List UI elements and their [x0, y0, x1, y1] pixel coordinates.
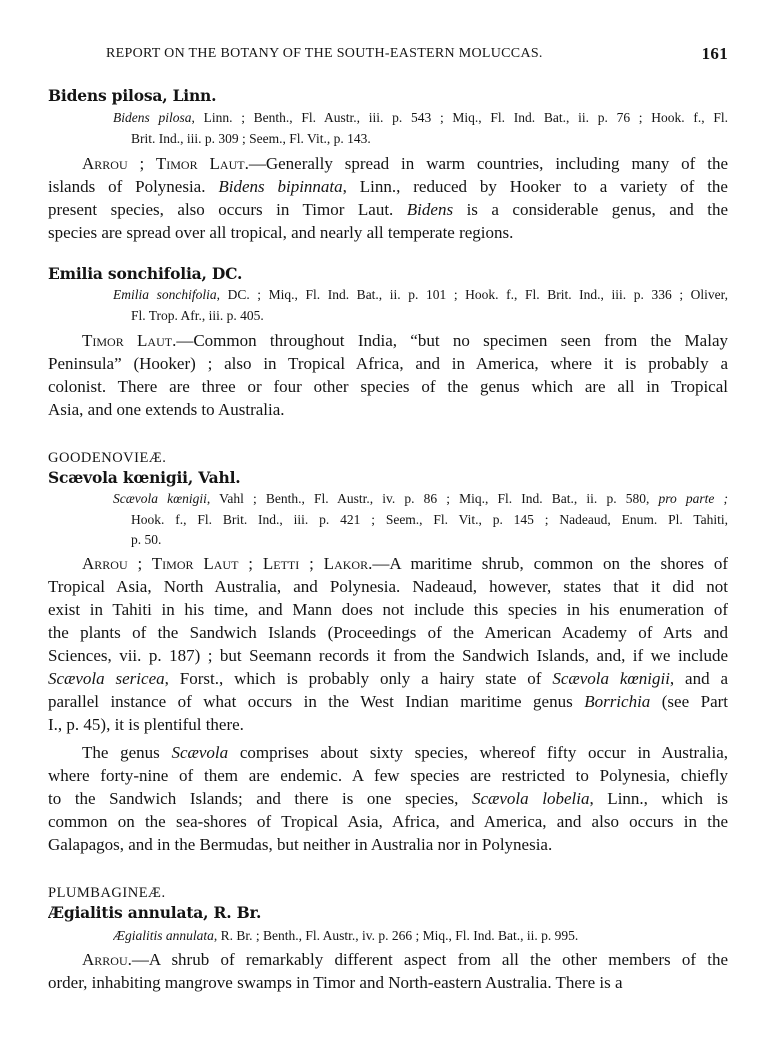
text-run: , DC. ; Miq., Fl. Ind. Bat., ii. p. 101 ; Hook. f., Fl. Brit. Ind., iii. p. 336 ; Oliver, — [216, 287, 728, 302]
text-line — [48, 86, 728, 106]
text-line — [48, 264, 728, 284]
text-run: , Linn., reduced by Hooker to a variety of the — [342, 177, 728, 196]
text-run: Hook. f., Fl. Brit. Ind., iii. p. 421 ; Seem., Fl. Vit., p. 145 ; Nadeaud, Enum. Pl. Tahiti, — [131, 511, 728, 527]
text-run: Peninsula” (Hooker) ; also in Tropical Africa, and in America, where it is probably a — [48, 354, 728, 373]
text-line — [113, 510, 728, 531]
text-line — [48, 833, 728, 856]
locality-text: Arrou ; Timor Laut ; Letti ; Lakor. — [82, 554, 373, 573]
text-run: , Vahl ; Benth., Fl. Austr., iv. p. 86 ; Miq., Fl. Ind. Bat., ii. p. 580, — [206, 491, 659, 506]
text-run: GOODENOVIEÆ. — [48, 450, 167, 466]
text-line — [113, 306, 728, 327]
text-line — [48, 468, 728, 488]
text-run: colonist. There are three or four other species of the genus which are all in Tropical — [48, 377, 728, 396]
running-header — [82, 44, 728, 64]
citation — [113, 285, 728, 326]
text-line — [48, 598, 728, 621]
text-run: species are spread over all tropical, and nearly all temperate regions. — [48, 223, 514, 242]
text-line — [48, 764, 728, 787]
text-line — [48, 329, 728, 352]
locality-text: Arrou ; Timor Laut. — [82, 154, 249, 173]
text-run: order, inhabiting mangrove swamps in Timor and North-eastern Australia. There is a — [48, 973, 623, 992]
paragraph — [48, 152, 728, 244]
text-run: —A maritime shrub, common on the shores of — [372, 554, 728, 573]
text-run: , R. Br. ; Benth., Fl. Austr., iv. p. 266 ; Miq., Fl. Ind. Bat., ii. p. 995. — [213, 928, 579, 943]
italic-text: Bidens — [406, 200, 454, 219]
text-run: PLUMBAGINEÆ. — [48, 885, 166, 901]
italic-text: Borrichia — [584, 692, 651, 711]
text-line — [113, 285, 728, 306]
family-heading — [48, 883, 768, 903]
citation — [113, 926, 728, 947]
text-run: the plants of the Sandwich Islands (Proceedings of the American Academy of Arts and — [48, 623, 728, 642]
text-run: is a considerable genus, and the — [453, 200, 728, 219]
text-line — [48, 375, 728, 398]
species-heading — [48, 86, 728, 106]
text-line — [113, 926, 728, 947]
text-line — [48, 903, 728, 923]
species-heading — [48, 264, 728, 284]
text-run: (see Part — [650, 692, 728, 711]
text-line — [48, 352, 728, 375]
text-run: Asia, and one extends to Australia. — [48, 400, 285, 419]
text-run: , Linn. ; Benth., Fl. Austr., iii. p. 543 ; Miq., Fl. Ind. Bat., ii. p. 76 ; Hook. f., Fl. — [191, 110, 728, 125]
family-heading — [48, 448, 768, 468]
text-line — [113, 530, 728, 551]
text-line — [48, 552, 728, 575]
text-run: comprises about sixty species, whereof fifty occur in Australia, — [228, 743, 728, 762]
paragraph — [48, 741, 728, 856]
text-run: islands of Polynesia. — [48, 177, 219, 196]
text-run: Bidens pilosa, Linn. — [48, 86, 217, 105]
text-line — [48, 398, 728, 421]
text-run: exist in Tahiti in his time, and Mann does not include this species in his enumeration of — [48, 600, 728, 619]
text-line — [48, 667, 728, 690]
italic-text: Scævola sericea — [48, 669, 165, 688]
italic-text: Scævola — [171, 743, 229, 762]
text-run: Fl. Trop. Afr., iii. p. 405. — [131, 307, 264, 323]
text-run: —Generally spread in warm countries, including many of the — [248, 154, 728, 173]
italic-text: Scævola kœnigii — [113, 491, 207, 506]
text-run: —A shrub of remarkably different aspect from all the other members of the — [131, 950, 728, 969]
text-run: The genus — [82, 743, 172, 762]
text-run: —Common throughout India, “but no specimen seen from the Malay — [176, 331, 728, 350]
italic-text: Emilia sonchifolia — [113, 287, 217, 302]
text-run: parallel instance of what occurs in the West Indian maritime genus — [48, 692, 585, 711]
italic-text: Ægialitis annulata — [113, 928, 214, 943]
italic-text: pro parte ; — [658, 491, 728, 506]
text-line — [48, 644, 728, 667]
text-run: p. 50. — [131, 532, 162, 547]
text-run: Brit. Ind., iii. p. 309 ; Seem., Fl. Vit., p. 143. — [131, 130, 371, 146]
text-line — [48, 883, 768, 903]
locality-text: Arrou. — [82, 950, 132, 969]
text-line — [48, 621, 728, 644]
text-line — [48, 713, 728, 736]
paragraph — [48, 948, 728, 994]
italic-text: Bidens bipinnata — [218, 177, 343, 196]
text-line — [113, 489, 728, 510]
text-run: Galapagos, and in the Bermudas, but neither in Australia nor in Polynesia. — [48, 835, 553, 854]
text-line — [48, 575, 728, 598]
text-run: I., p. 45), it is plentiful there. — [48, 715, 244, 734]
locality-text: Timor Laut. — [82, 331, 177, 350]
citation — [113, 489, 728, 551]
text-line — [48, 448, 768, 468]
citation — [113, 108, 728, 149]
text-run: Sciences, vii. p. 187) ; but Seemann records it from the Sandwich Islands, and, if we include — [48, 646, 728, 665]
text-line — [48, 152, 728, 175]
text-line — [48, 810, 728, 833]
text-run: , Forst., which is probably only a hairy state of — [164, 669, 553, 688]
text-line — [48, 175, 728, 198]
text-line — [48, 221, 728, 244]
text-run: common on the sea-shores of Tropical Asia, Africa, and America, and also occurs in the — [48, 812, 728, 831]
text-run: present species, also occurs in Timor Laut. — [48, 200, 407, 219]
text-run: Emilia sonchifolia, DC. — [48, 264, 243, 283]
page-number: 161 — [701, 44, 728, 63]
text-line — [48, 741, 728, 764]
text-run: Ægialitis annulata, R. Br. — [48, 903, 262, 922]
text-run: Tropical Asia, North Australia, and Polynesia. Nadeaud, however, states that it did not — [48, 577, 728, 596]
text-run: , and a — [669, 669, 728, 688]
text-run: Scævola kœnigii, Vahl. — [48, 468, 241, 487]
text-line — [48, 787, 728, 810]
text-line — [48, 971, 728, 994]
paragraph — [48, 329, 728, 421]
species-heading — [48, 903, 728, 923]
species-heading — [48, 468, 728, 488]
italic-text: Bidens pilosa — [113, 110, 192, 125]
text-run: where forty-nine of them are endemic. A few species are restricted to Polynesia, chiefly — [48, 766, 728, 785]
italic-text: Scævola kœnigii — [552, 669, 670, 688]
text-line — [48, 198, 728, 221]
text-line — [113, 108, 728, 129]
text-run: , Linn., which is — [589, 789, 728, 808]
text-run: to the Sandwich Islands; and there is one species, — [48, 789, 472, 808]
text-line — [113, 129, 728, 150]
text-line — [48, 690, 728, 713]
italic-text: Scævola lobelia — [472, 789, 590, 808]
running-title: REPORT ON THE BOTANY OF THE SOUTH-EASTERN MOLUCCAS. — [106, 46, 543, 61]
text-line — [48, 948, 728, 971]
paragraph — [48, 552, 728, 736]
